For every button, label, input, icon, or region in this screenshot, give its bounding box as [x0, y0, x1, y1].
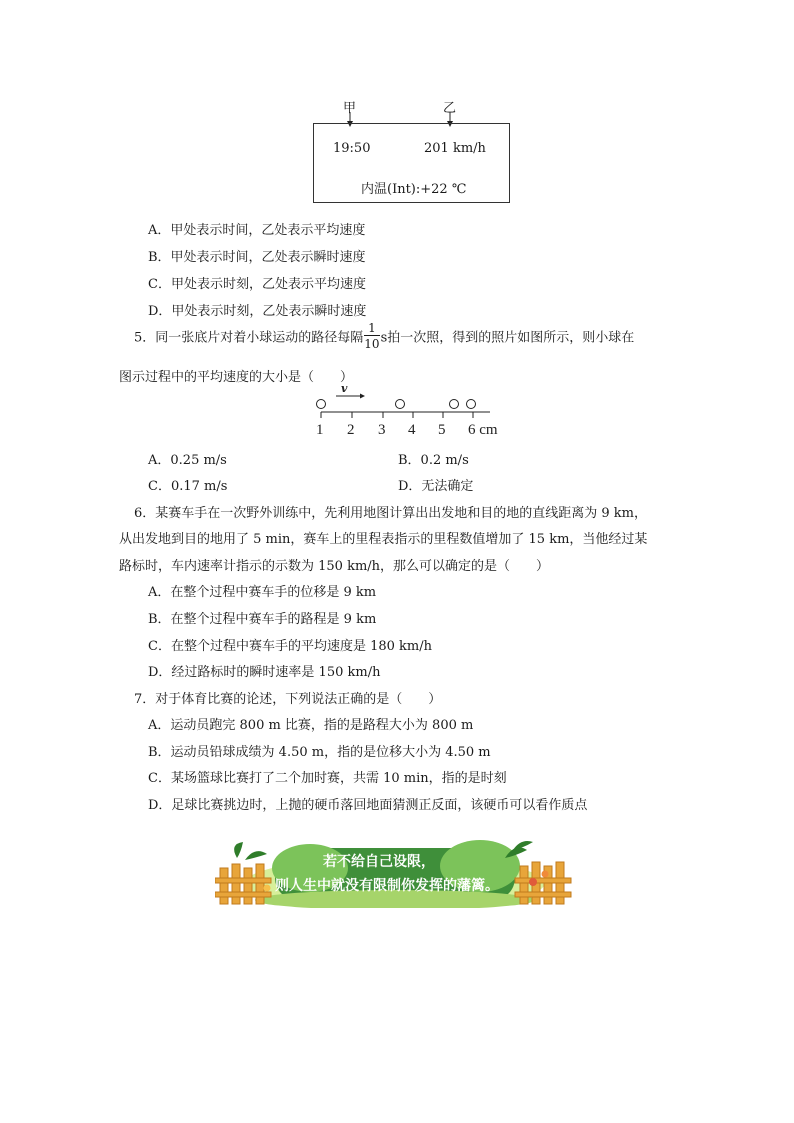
- q6-option-a: A．在整个过程中赛车手的位移是 9 km: [148, 585, 377, 600]
- velocity-arrowhead: [360, 394, 365, 399]
- ruler-ticks: [321, 412, 473, 418]
- ruler-label: 1: [316, 422, 324, 438]
- motto-line2: 则人生中就没有限制你发挥的藩篱。: [275, 878, 499, 894]
- speed-readout: 201 km/h: [424, 141, 486, 156]
- motto-banner: [215, 838, 575, 908]
- display-box: [313, 123, 510, 203]
- fraction: [364, 322, 379, 350]
- ball-position: [467, 400, 476, 409]
- q6-option-b: B．在整个过程中赛车手的路程是 9 km: [148, 612, 377, 627]
- temp-readout: 内温(Int):+22 ℃: [361, 182, 467, 197]
- q5-stem-line2: 图示过程中的平均速度的大小是（ ）: [119, 370, 354, 385]
- q5-stem-line1: [134, 322, 634, 350]
- fraction-numerator: 1: [364, 322, 379, 336]
- q5-option-c: C．0.17 m/s: [148, 479, 228, 494]
- q7-stem: 7．对于体育比赛的论述，下列说法正确的是（ ）: [134, 692, 442, 707]
- ruler-label: 4: [408, 422, 416, 438]
- q6-stem-line3: 路标时，车内速率计指示的示数为 150 km/h，那么可以确定的是（ ）: [119, 559, 550, 574]
- q5-stem-part2: s拍一次照，得到的照片如图所示，则小球在: [380, 330, 635, 346]
- q6-stem-line2: 从出发地到目的地用了 5 min，赛车上的里程表指示的里程数值增加了 15 km，当他经过某: [119, 532, 648, 547]
- ruler-label: 5: [438, 422, 446, 438]
- velocity-label: v: [341, 382, 348, 395]
- q5-stem-part1: 5．同一张底片对着小球运动的路径每隔: [134, 330, 364, 346]
- ruler-label: 2: [347, 422, 355, 438]
- q5-option-b: B．0.2 m/s: [398, 453, 469, 468]
- fraction-denominator: 10: [364, 337, 380, 351]
- label-yi: 乙: [443, 101, 457, 116]
- ball-position: [396, 400, 405, 409]
- q6-option-c: C．在整个过程中赛车手的平均速度是 180 km/h: [148, 639, 432, 654]
- motto-line1: 若不给自己设限，: [323, 854, 435, 870]
- q7-option-c: C．某场篮球比赛打了二个加时赛，共需 10 min，指的是时刻: [148, 771, 507, 786]
- ruler-labels: [316, 422, 498, 438]
- q5-option-d: D．无法确定: [398, 479, 474, 494]
- ruler-figure: [305, 381, 515, 439]
- ruler-label: 3: [378, 422, 386, 438]
- time-readout: 19:50: [333, 141, 371, 156]
- q4-option-c: C．甲处表示时刻，乙处表示平均速度: [148, 277, 366, 292]
- ruler-label: 6 cm: [468, 422, 498, 438]
- label-jia: 甲: [343, 101, 357, 116]
- q6-option-d: D．经过路标时的瞬时速率是 150 km/h: [148, 665, 381, 680]
- q7-option-a: A．运动员跑完 800 m 比赛，指的是路程大小为 800 m: [148, 718, 474, 733]
- banner-illustration: [215, 838, 575, 908]
- ball-position: [317, 400, 326, 409]
- q6-stem-line1: 6．某赛车手在一次野外训练中，先利用地图计算出出发地和目的地的直线距离为 9 km，: [134, 506, 648, 521]
- q4-option-b: B．甲处表示时间，乙处表示瞬时速度: [148, 250, 366, 265]
- q5-option-a: A．0.25 m/s: [148, 453, 227, 468]
- q4-option-a: A．甲处表示时间，乙处表示平均速度: [148, 223, 366, 238]
- ball-position: [450, 400, 459, 409]
- q4-option-d: D．甲处表示时刻，乙处表示瞬时速度: [148, 304, 367, 319]
- q7-option-d: D．足球比赛挑边时，上抛的硬币落回地面猜测正反面，该硬币可以看作质点: [148, 798, 588, 813]
- q7-option-b: B．运动员铅球成绩为 4.50 m，指的是位移大小为 4.50 m: [148, 745, 491, 760]
